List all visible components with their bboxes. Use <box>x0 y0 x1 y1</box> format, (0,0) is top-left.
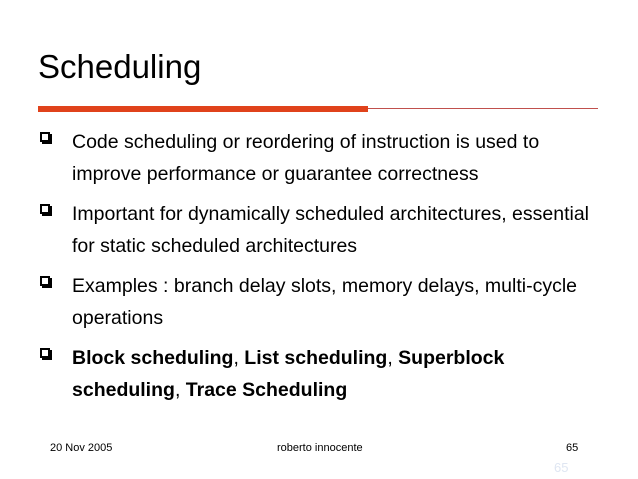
bullet-text-part: , <box>174 379 186 401</box>
hollow-square-bullet-icon <box>40 132 50 142</box>
bullet-bold-term: Trace Scheduling <box>185 379 348 401</box>
bullet-text-part: Code scheduling or reordering of instruction is used to improve performance or guarantee correctness <box>72 131 540 185</box>
bullet-text-part: Important for dynamically scheduled architectures, essential for static scheduled architectures <box>72 203 589 257</box>
bullet-list <box>40 126 600 414</box>
footer-page-number: 65 <box>566 442 579 454</box>
bullet-text-part: , <box>387 347 399 369</box>
bullet-item <box>40 126 600 190</box>
bullet-item <box>40 198 600 262</box>
hollow-square-bullet-icon <box>40 348 50 358</box>
bullet-item <box>40 342 600 406</box>
bullet-text <box>72 270 600 334</box>
bullet-text-part: Examples : branch delay slots, memory delays, multi-cycle operations <box>72 275 578 329</box>
bullet-text <box>72 126 600 190</box>
hollow-square-bullet-icon <box>40 276 50 286</box>
footer-author: roberto innocente <box>277 442 363 454</box>
bullet-bold-term: List scheduling <box>244 347 388 369</box>
hollow-square-bullet-icon <box>40 204 50 214</box>
faded-page-number: 65 <box>554 460 569 475</box>
bullet-bold-term: Superblock scheduling <box>72 347 505 401</box>
bullet-text-part: , <box>233 347 245 369</box>
bullet-item <box>40 270 600 334</box>
footer-date: 20 Nov 2005 <box>50 442 113 454</box>
title-underline-accent <box>38 106 368 112</box>
bullet-bold-term: Block scheduling <box>72 347 234 369</box>
bullet-text <box>72 342 600 406</box>
bullet-text <box>72 198 600 262</box>
slide-title: Scheduling <box>38 48 202 85</box>
